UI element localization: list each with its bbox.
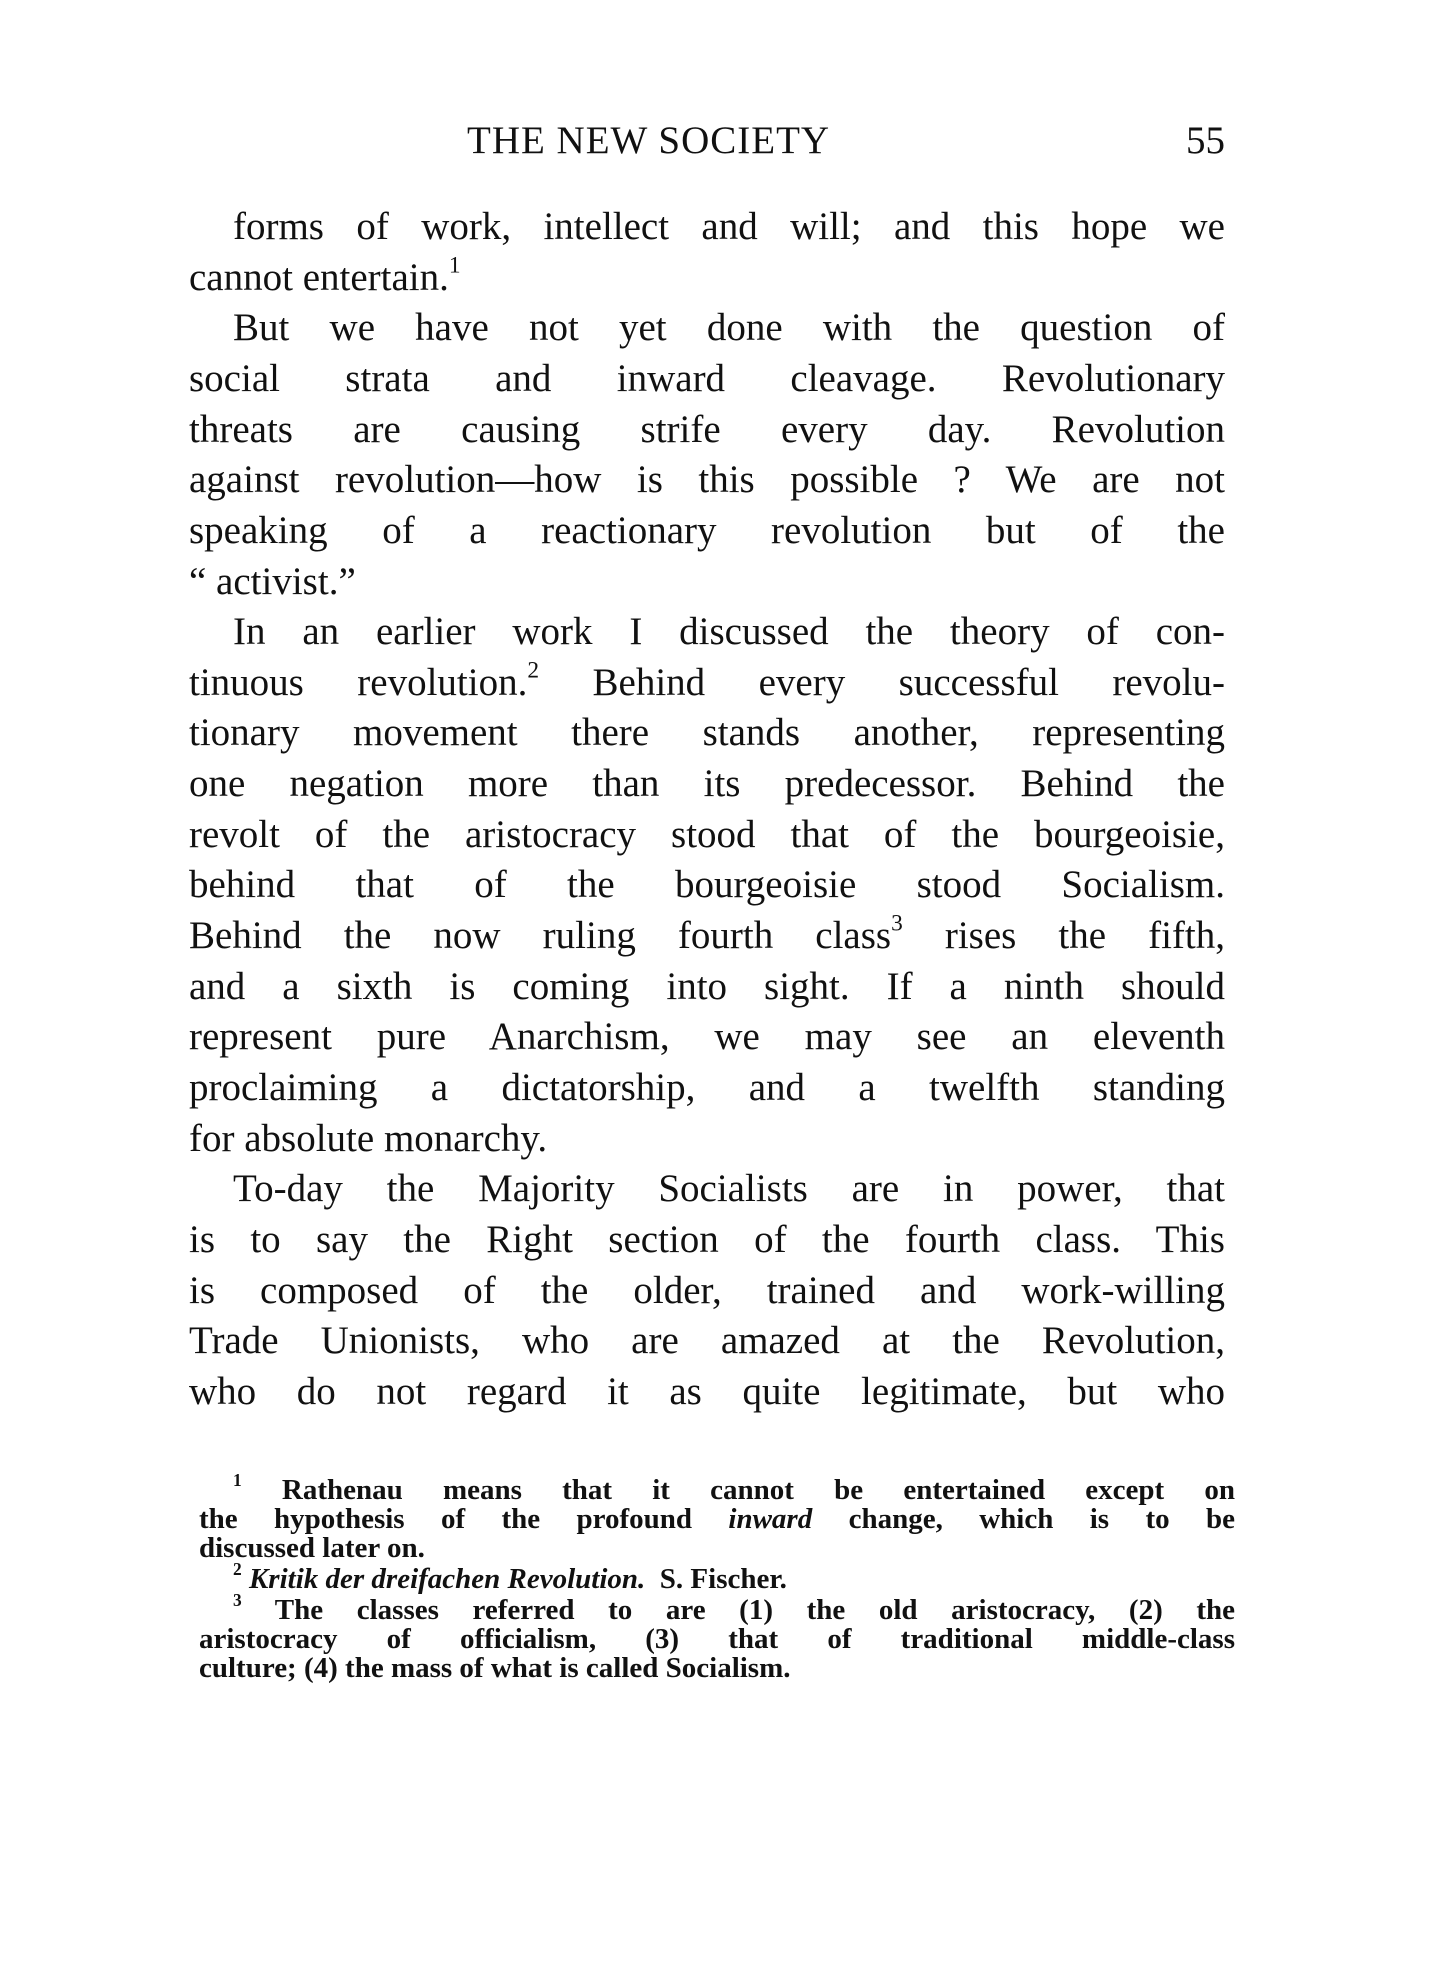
text-run: In an earlier work I discussed the theory of con- [233,610,1225,654]
text-line [189,1266,1225,1317]
running-head [189,118,1225,168]
text-run: discussed later on. [199,1532,425,1564]
text-run: against revolution—how is this possible ? We are not [189,458,1225,502]
text-line [189,911,1225,962]
text-run: threats are causing strife every day. Revolution [189,407,1225,451]
text-run: speaking of a reactionary revolution but of the [189,508,1225,552]
text-run: who do not regard it as quite legitimate, but who [189,1369,1225,1413]
text-line [189,658,1225,709]
text-run: change, which is to be [812,1503,1235,1535]
body-text [189,202,1225,1417]
text-line [189,202,1225,253]
footnote-marker: 2 [233,1558,242,1579]
text-line [189,455,1225,506]
text-line [199,1505,1235,1534]
text-line [189,1114,1225,1165]
footnote [199,1558,1235,1595]
text-run: cannot entertain. [189,255,449,299]
footnote-marker: 3 [233,1589,242,1610]
footnote-marker: 3 [891,910,903,937]
text-run: Rathenau means that it cannot be entertained except on [241,1474,1235,1506]
text-run: represent pure Anarchism, we may see an eleventh [189,1015,1225,1059]
text-line [189,1367,1225,1418]
text-run: tinuous revolution. [189,660,528,704]
text-run: is to say the Right section of the fourth class. This [189,1217,1225,1261]
text-run: “ activist.” [189,559,356,603]
text-run: But we have not yet done with the question of [233,306,1225,350]
footnote [199,1589,1235,1684]
text-line [189,708,1225,759]
paragraph [189,303,1225,607]
text-run: Behind the now ruling fourth class [189,914,892,957]
running-head-title: THE NEW SOCIETY [467,119,831,162]
text-line [189,1164,1225,1215]
text-line [189,962,1225,1013]
text-line [189,860,1225,911]
text-run: rises the fifth, [902,914,1226,957]
text-run: S. Fischer. [645,1563,787,1595]
text-run: the hypothesis of the profound [199,1503,729,1535]
paragraph [189,202,1225,303]
footnote-marker: 1 [233,1469,242,1490]
text-run: Behind every successful revolu- [539,660,1226,704]
text-line [189,1316,1225,1367]
text-line [189,405,1225,456]
text-run: social strata and inward cleavage. Revolutionary [189,356,1225,400]
text-line [189,1063,1225,1114]
text-line [199,1534,1235,1563]
italic-text: Kritik der dreifachen Revolution. [248,1563,646,1595]
text-line [199,1558,1235,1595]
text-run: The classes referred to are (1) the old aristocracy, (2) the [241,1594,1235,1626]
text-line [189,759,1225,810]
text-run: Trade Unionists, who are amazed at the Revolution, [189,1319,1225,1363]
footnotes [199,1469,1235,1684]
text-run: revolt of the aristocracy stood that of the bourgeoisie, [189,812,1225,856]
text-run: is composed of the older, trained and work-willing [189,1268,1225,1312]
text-line [199,1589,1235,1626]
text-run: proclaiming a dictatorship, and a twelfth standing [189,1065,1225,1109]
text-line [189,303,1225,354]
text-run: for absolute monarchy. [189,1116,548,1160]
text-run: aristocracy of officialism, (3) that of traditional middle-class [199,1623,1235,1655]
text-run: and a sixth is coming into sight. If a ninth should [189,964,1225,1008]
text-run [242,1563,249,1595]
text-run: To-day the Majority Socialists are in power, that [233,1167,1225,1211]
text-run: behind that of the bourgeoisie stood Socialism. [189,863,1225,907]
text-line [189,1012,1225,1063]
text-line [199,1625,1235,1654]
footnote [199,1469,1235,1564]
text-line [199,1654,1235,1683]
text-run: one negation more than its predecessor. Behind the [189,762,1225,806]
footnote-marker: 2 [527,657,540,684]
italic-text: inward [728,1503,813,1535]
text-line [189,810,1225,861]
text-line [189,354,1225,405]
text-run: tionary movement there stands another, representing [189,711,1225,755]
footnote-marker: 1 [448,252,461,279]
text-line [189,607,1225,658]
text-line [199,1469,1235,1506]
text-line [189,506,1225,557]
text-run: forms of work, intellect and will; and this hope we [233,205,1225,248]
text-run: culture; (4) the mass of what is called Socialism. [199,1652,791,1684]
text-line [189,253,1225,304]
text-line [189,557,1225,608]
text-line [189,1215,1225,1266]
paragraph [189,1164,1225,1417]
paragraph [189,607,1225,1164]
page-number: 55 [1186,119,1225,162]
